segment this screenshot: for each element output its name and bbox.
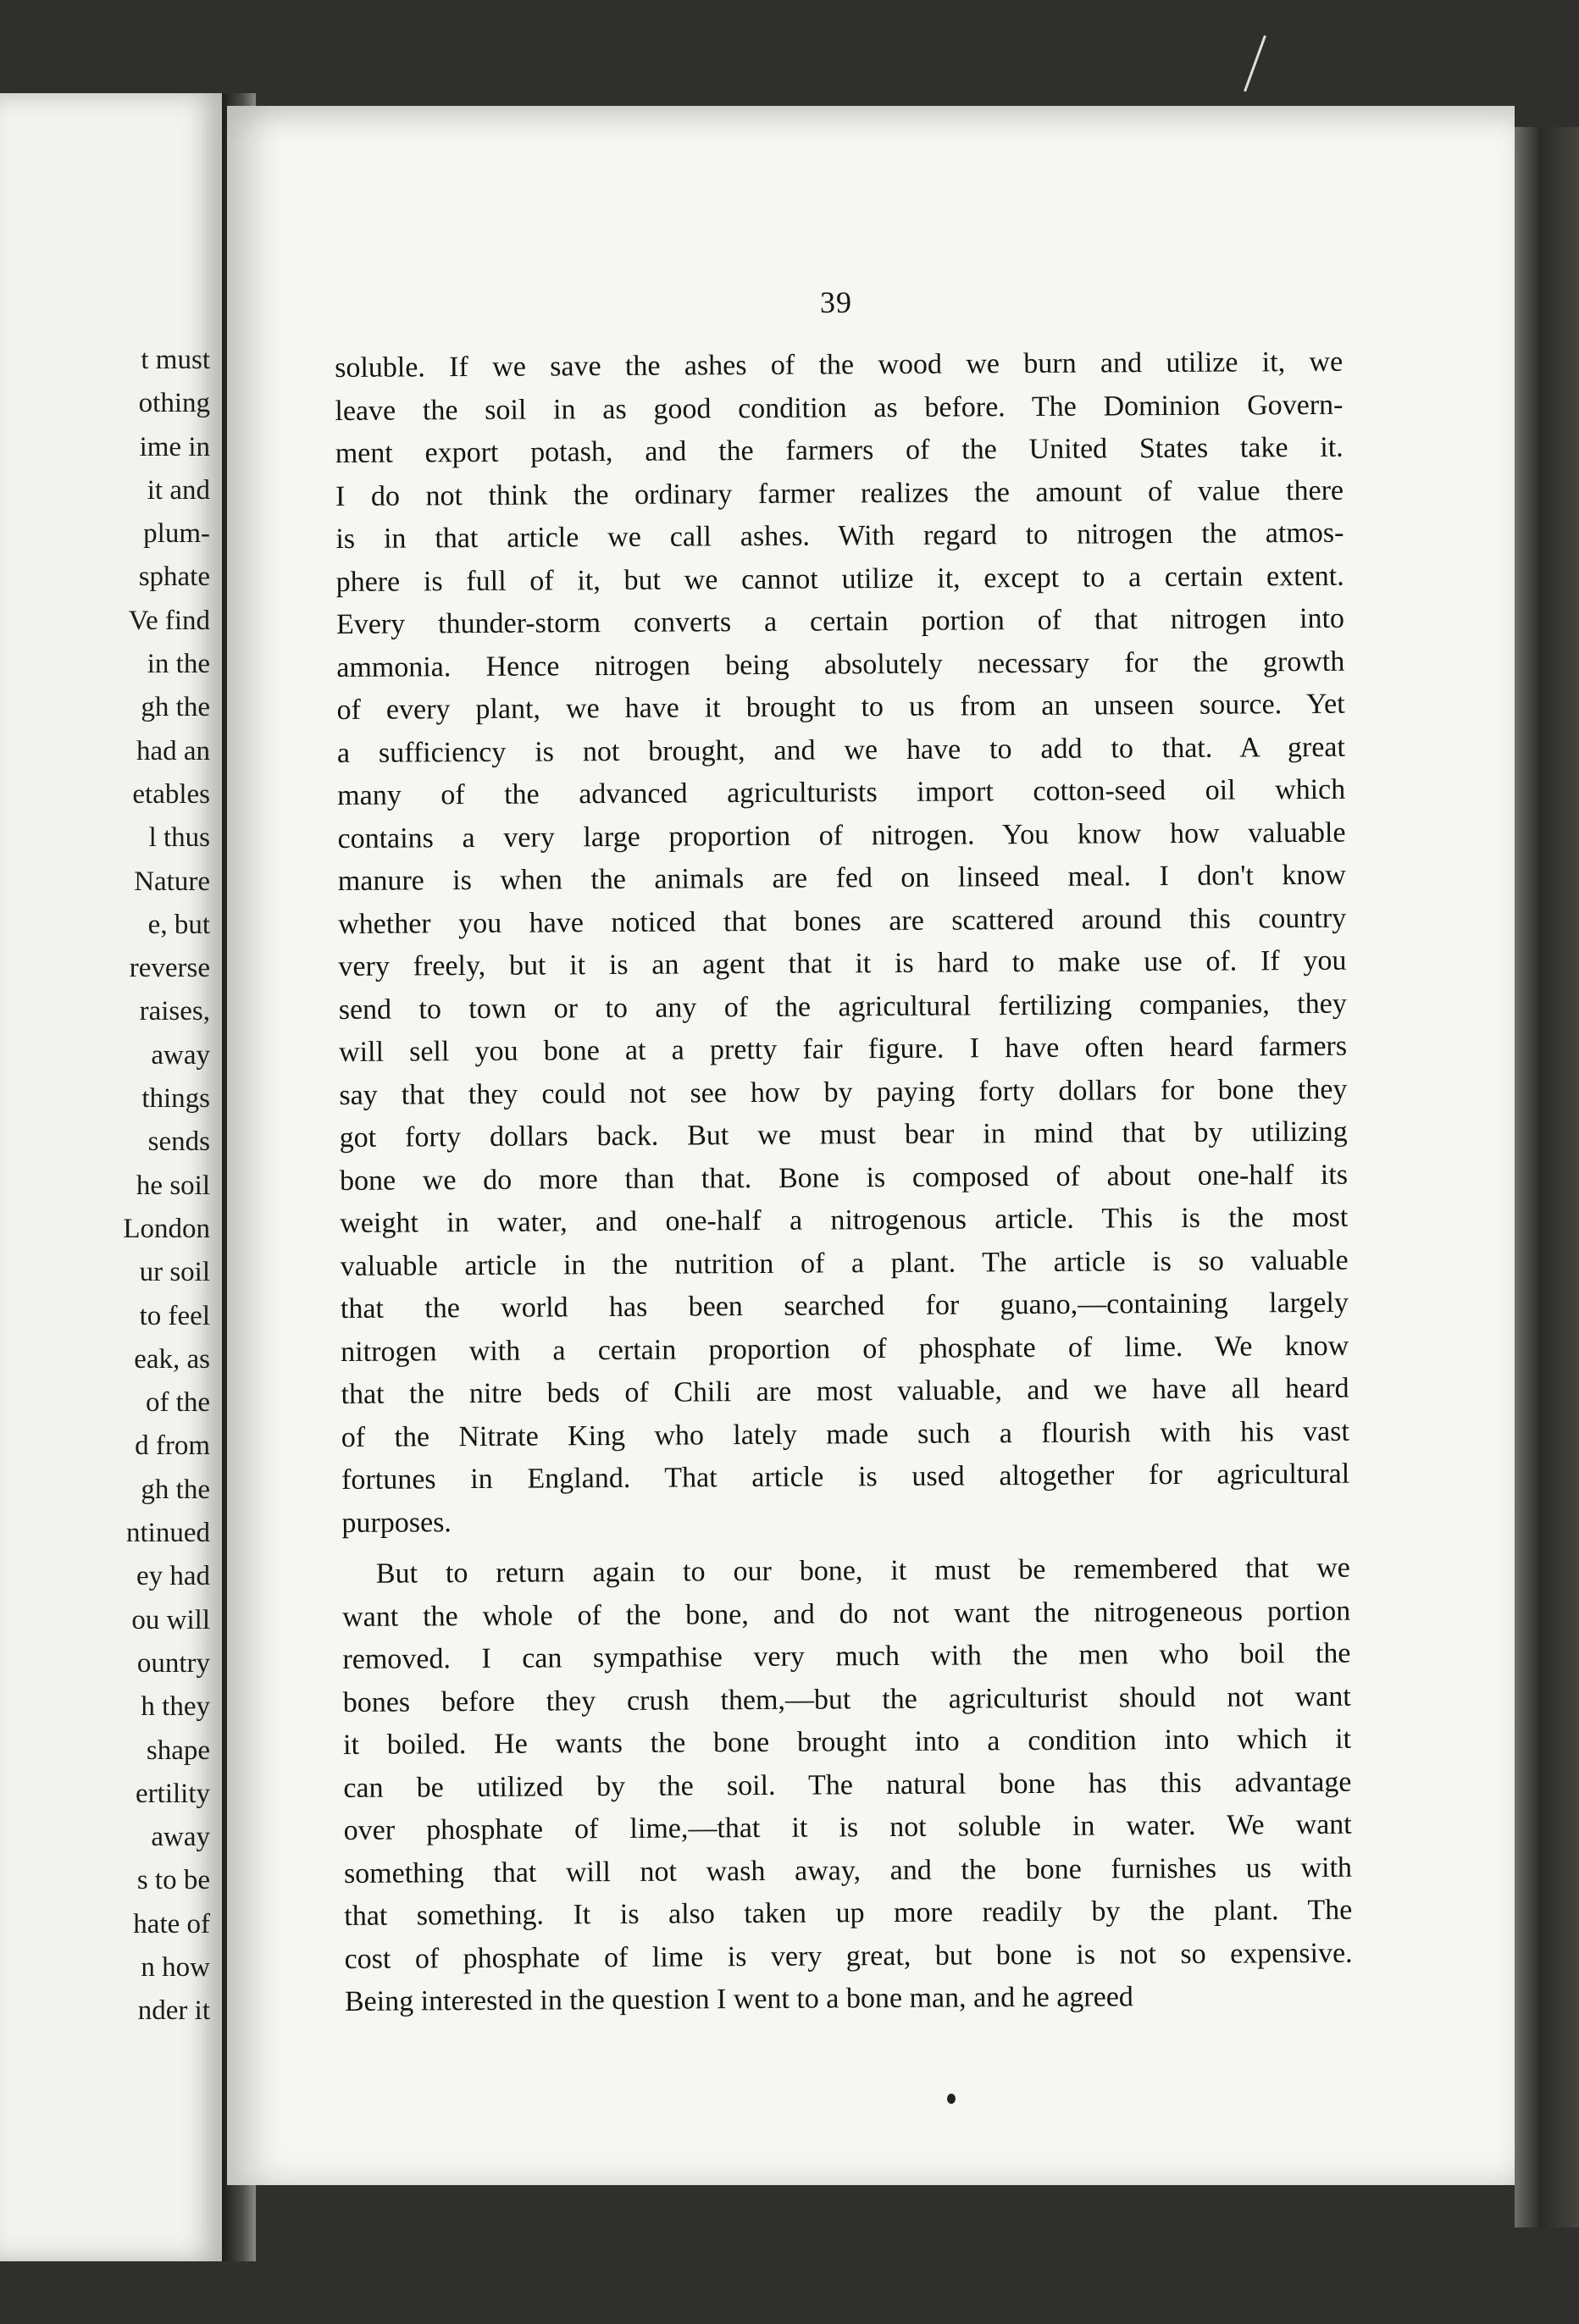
left-page-text-fragment (7, 339, 210, 2034)
left-page-line: raises, (139, 996, 210, 1027)
left-page-line: ntinued (126, 1518, 210, 1549)
left-page-line: in the (147, 649, 210, 680)
ink-dot (947, 2094, 956, 2104)
left-page-line: hate of (133, 1908, 210, 1939)
text-line: nitrogen with a certain proportion of phosphate of lime. We know (341, 1330, 1349, 1368)
paragraph-2 (342, 1547, 1353, 2024)
text-line: over phosphate of lime,—that it is not soluble in water. We want (343, 1808, 1352, 1846)
left-page-line: h they (141, 1691, 210, 1723)
text-line: is in that article we call ashes. With regard to nitrogen the atmos- (335, 517, 1344, 555)
left-page-line: nder it (137, 1995, 210, 2027)
left-page-line: reverse (129, 953, 210, 984)
text-line: removed. I can sympathise very much with the men who boil the (342, 1637, 1351, 1675)
left-page-line: d from (135, 1430, 210, 1462)
text-line: ment export potash, and the farmers of the United States take it. (335, 431, 1344, 469)
text-line: purposes. (341, 1506, 452, 1539)
text-line: fortunes in England. That article is used altogether for agricultural (341, 1458, 1350, 1496)
left-page-line: gh the (141, 1474, 210, 1505)
left-page-line: gh the (141, 692, 210, 723)
left-page-line: shape (146, 1735, 210, 1766)
text-line: contains a very large proportion of nitrogen. You know how valuable (337, 816, 1346, 855)
text-line: that the nitre beds of Chili are most valuable, and we have all heard (341, 1372, 1349, 1410)
text-line: cost of phosphate of lime is very great, but bone is not so expensive. (344, 1937, 1353, 1975)
text-line: many of the advanced agriculturists import cotton-seed oil which (337, 773, 1346, 811)
text-line: bones before they crush them,—but the agriculturist should not want (342, 1680, 1351, 1718)
text-line: But to return again to our bone, it must be remembered that we (375, 1552, 1350, 1590)
text-line: whether you have noticed that bones are scattered around this country (338, 902, 1347, 940)
text-line: will sell you bone at a pretty fair figure. I have often heard farmers (338, 1030, 1348, 1068)
page-number: 39 (820, 285, 852, 319)
left-page-line: away (151, 1822, 210, 1853)
left-page-line: ur soil (139, 1257, 210, 1288)
text-line: something that will not wash away, and the bone furnishes us with (343, 1851, 1353, 1890)
left-page-line: sphate (138, 562, 210, 593)
left-page-line: things (141, 1083, 210, 1115)
text-line: can be utilized by the soil. The natural bone has this advantage (343, 1766, 1352, 1804)
paragraph-1 (335, 341, 1350, 1545)
left-page-line: ertility (136, 1778, 210, 1809)
text-line: very freely, but it is an agent that it is hard to make use of. If you (338, 944, 1347, 982)
text-line: of the Nitrate King who lately made such a flourish with his vast (341, 1415, 1349, 1453)
left-page-line: sends (147, 1126, 210, 1158)
text-line: want the whole of the bone, and do not want the nitrogeneous portion (342, 1595, 1351, 1633)
text-line: say that they could not see how by paying forty dollars for bone they (339, 1073, 1348, 1111)
text-line: got forty dollars back. But we must bear in mind that by utilizing (339, 1115, 1348, 1154)
left-page-line: ey had (136, 1561, 210, 1592)
text-line: that the world has been searched for guano,—containing largely (340, 1286, 1349, 1325)
left-page-line: plum- (143, 518, 210, 550)
text-line: manure is when the animals are fed on linseed meal. I don't know (337, 859, 1346, 897)
text-line: weight in water, and one-half a nitrogenous article. This is the most (340, 1201, 1349, 1239)
left-page-line: othing (138, 388, 210, 419)
left-page-line: t must (141, 345, 210, 375)
left-page-line: Nature (134, 866, 210, 897)
text-line: soluble. If we save the ashes of the wood we burn and utilize it, we (335, 346, 1344, 384)
text-line: I do not think the ordinary farmer realizes the amount of value there (335, 474, 1344, 512)
left-page-line: s to be (136, 1865, 210, 1896)
text-line: send to town or to any of the agricultural fertilizing companies, they (338, 988, 1347, 1026)
left-page-line: had an (136, 735, 210, 766)
left-page-line: away (151, 1039, 210, 1071)
text-line: bone we do more than that. Bone is composed of about one-half its (339, 1159, 1349, 1197)
left-page-line: eak, as (134, 1343, 210, 1375)
text-line: it boiled. He wants the bone brought into a condition into which it (342, 1723, 1352, 1761)
left-page-line: ime in (139, 431, 210, 462)
left-facing-page (0, 93, 222, 2261)
left-page-line: he soil (136, 1170, 210, 1201)
text-line: Every thunder-storm converts a certain portion of that nitrogen into (335, 602, 1345, 640)
left-page-line: ountry (136, 1647, 210, 1679)
text-line: leave the soil in as good condition as before. The Dominion Govern- (335, 389, 1344, 427)
left-page-line: etables (132, 778, 210, 810)
text-line: a sufficiency is not brought, and we have to add to that. A great (336, 731, 1346, 769)
text-line: ammonia. Hence nitrogen being absolutely necessary for the growth (336, 645, 1345, 683)
text-line: phere is full of it, but we cannot utilize it, except to a certain extent. (335, 560, 1344, 598)
text-line: valuable article in the nutrition of a plant. The article is so valuable (340, 1244, 1349, 1282)
text-line: that something. It is also taken up more readily by the plant. The (344, 1894, 1353, 1932)
margin-mark (1244, 36, 1266, 92)
text-line: of every plant, we have it brought to us from an unseen source. Yet (336, 688, 1345, 726)
left-page-line: it and (147, 474, 210, 506)
left-page-line: to feel (139, 1300, 210, 1331)
page-edge-stack (1515, 127, 1579, 2227)
text-line: Being interested in the question I went to a bone man, and he agreed (344, 1981, 1133, 2017)
body-text (335, 341, 1353, 2024)
left-page-line: l thus (148, 822, 210, 854)
left-page-line: Ve find (128, 605, 210, 636)
left-page-line: ou will (131, 1604, 210, 1635)
left-page-line: n how (141, 1951, 210, 1983)
left-page-line: e, but (147, 909, 210, 940)
left-page-line: London (123, 1213, 210, 1244)
left-page-line: of the (145, 1387, 210, 1419)
